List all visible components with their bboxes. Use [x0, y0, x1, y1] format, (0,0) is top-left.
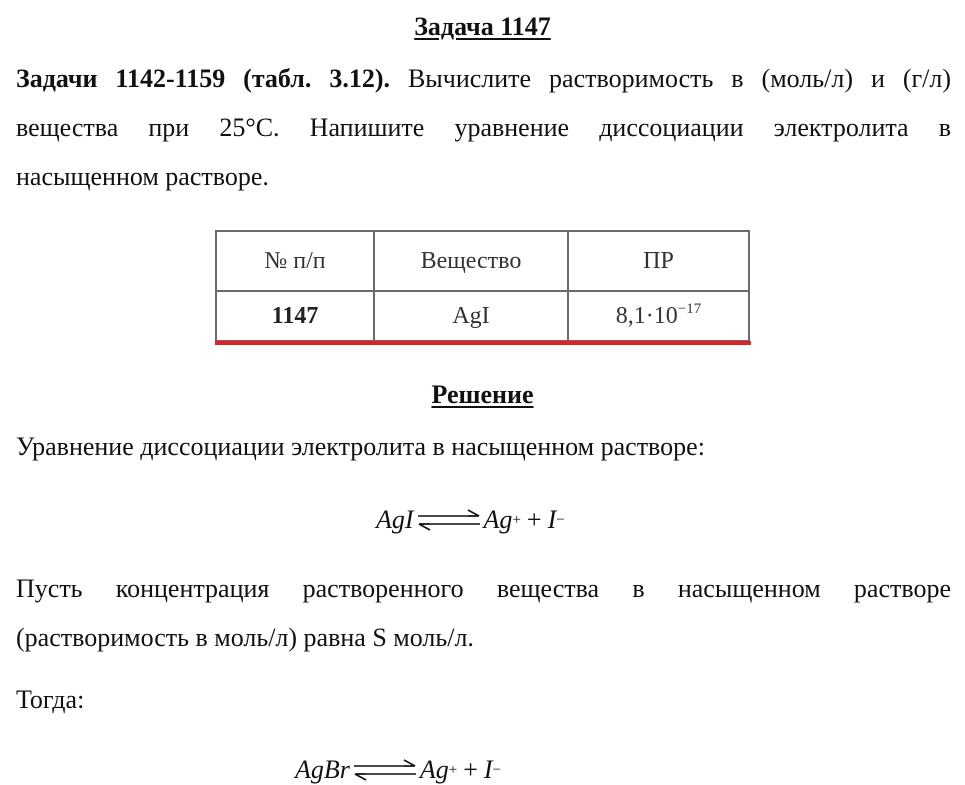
eq2-product1: Ag	[419, 755, 449, 784]
equilibrium-arrows-icon	[352, 757, 418, 783]
concentration-line-2: (растворимость в моль/л) равна S моль/л.	[16, 623, 474, 652]
dissociation-equation: AgI Ag + + I −	[376, 505, 565, 534]
header-pr: ПР	[568, 231, 749, 291]
eq2-product2: I	[483, 755, 493, 784]
problem-line-1	[16, 54, 951, 103]
cell-pr	[568, 291, 749, 341]
problem-reference: Задачи 1142-1159 (табл. 3.12).	[16, 64, 390, 93]
then-text: Тогда:	[16, 685, 85, 714]
cell-number: 1147	[216, 291, 374, 341]
problem-line-2: вещества при 25°С. Напишите уравнение диссоциации электролита в	[16, 113, 951, 142]
dissociation-text: Уравнение диссоциации электролита в насыщенном растворе:	[16, 432, 705, 461]
table-row	[216, 291, 749, 341]
header-substance: Вещество	[374, 231, 568, 291]
eq1-plus: +	[526, 505, 542, 534]
solution-title: Решение	[431, 380, 534, 409]
problem-line-3: насыщенном растворе.	[16, 162, 269, 191]
eq2-reactant: AgBr	[295, 755, 350, 784]
cell-substance: AgI	[374, 291, 568, 341]
problem-line-1-text: Вычислите растворимость в (моль/л) и (г/л)	[407, 64, 952, 93]
concentration-line-1: Пусть концентрация растворенного вещества в насыщенном растворе	[16, 574, 951, 603]
pr-mantissa: 8,1·10	[615, 302, 678, 329]
table-bottom-accent	[215, 341, 751, 345]
eq2-plus: +	[463, 755, 478, 784]
table-header-row	[216, 231, 749, 291]
data-table	[215, 230, 750, 342]
equilibrium-arrows-icon	[416, 507, 482, 533]
eq1-reactant: AgI	[376, 505, 414, 534]
header-number: № п/п	[216, 231, 374, 291]
eq1-product2: I	[547, 505, 557, 534]
pr-exponent: −17	[677, 300, 702, 317]
second-equation: AgBr Ag + + I −	[295, 755, 502, 784]
problem-title: Задача 1147	[414, 12, 551, 41]
eq1-product1: Ag	[483, 505, 513, 534]
